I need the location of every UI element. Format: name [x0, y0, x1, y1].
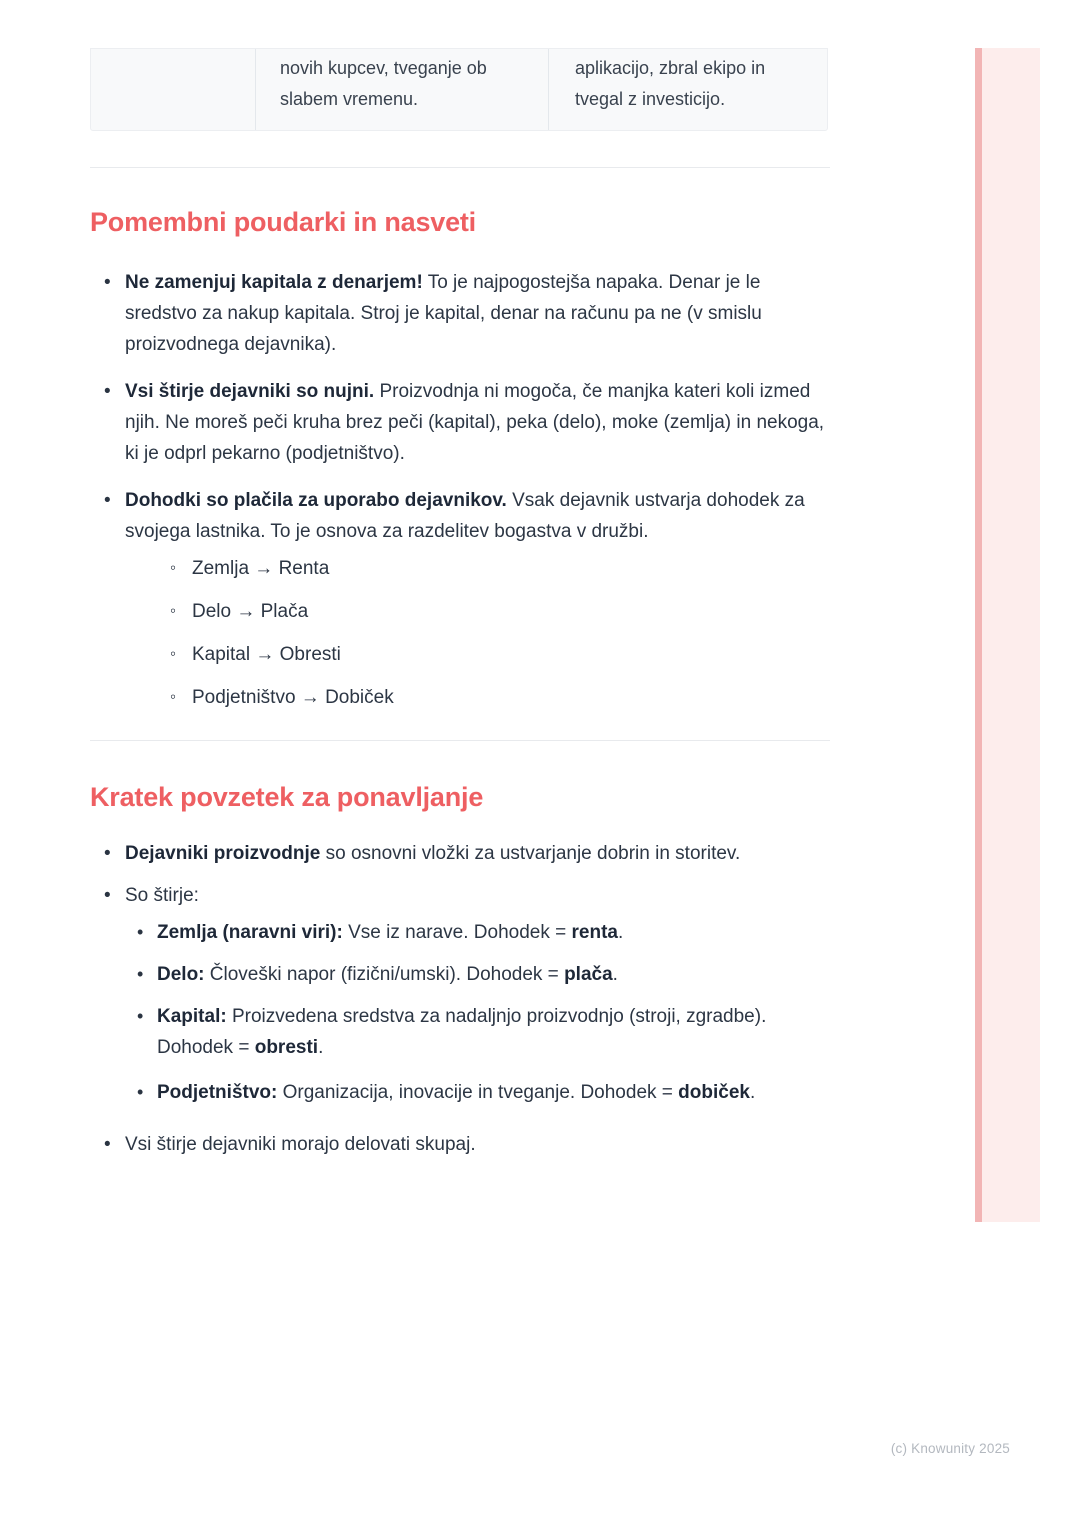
bullet-lead: Dohodki so plačila za uporabo dejavnikov. — [125, 490, 507, 511]
bullet-item — [90, 376, 830, 469]
factor-item — [125, 1077, 830, 1108]
section-heading-highlights: Pomembni poudarki in nasveti — [90, 207, 476, 237]
bullet-text: Vsak dejavnik ustvarja dohodek za svojega lastnika. To je osnova za razdelitev bogastva v družbi. — [125, 490, 805, 542]
bullet-text: So štirje: — [125, 885, 199, 906]
bullet-item — [90, 838, 830, 869]
factor-item — [125, 917, 830, 948]
footer-copyright: (c) Knowunity 2025 — [890, 1441, 1010, 1456]
section-divider — [90, 740, 830, 741]
summary-bullet-list — [90, 838, 830, 1160]
bullet-item — [90, 880, 830, 1108]
mapping-item: ◦ Zemlja → Renta — [125, 553, 830, 584]
factor-tail: . — [617, 922, 624, 943]
side-ribbon-light — [982, 48, 1040, 1222]
page-content — [90, 48, 830, 1160]
section-divider — [90, 167, 830, 168]
factor-list — [125, 917, 830, 1108]
bullet-lead: Dejavniki proizvodnje — [125, 843, 321, 864]
factor-income: dobiček — [678, 1082, 750, 1103]
factor-desc: Vse iz narave. Dohodek = — [342, 922, 572, 943]
section-heading-summary: Kratek povzetek za ponavljanje — [90, 782, 484, 812]
mapping-item: ◦ Delo → Plača — [125, 596, 830, 627]
factor-tail: . — [318, 1037, 324, 1058]
table-cell: novih kupcev, tveganje ob slabem vremenu. — [256, 49, 549, 130]
bullet-item — [90, 267, 830, 360]
factor-income: plača — [564, 964, 613, 985]
bullet-item — [90, 485, 830, 713]
factor-item — [125, 1001, 830, 1063]
factor-desc: Organizacija, inovacije in tveganje. Dohodek = — [277, 1082, 679, 1103]
bullet-item — [90, 1129, 830, 1160]
mapping-item: ◦ Podjetništvo → Dobiček — [125, 682, 830, 713]
factor-desc: Proizvedena sredstva za nadaljnjo proizvodnjo (stroji, zgradbe). Dohodek = — [157, 1006, 767, 1058]
factor-lead: Delo: — [157, 964, 205, 985]
factor-income: obresti — [254, 1037, 319, 1058]
table-cell-empty — [91, 49, 256, 130]
factor-tail: . — [749, 1082, 756, 1103]
factor-income: renta — [571, 922, 618, 943]
bullet-lead: Ne zamenjuj kapitala z denarjem! — [125, 272, 423, 293]
side-ribbon-stripe — [975, 48, 982, 1222]
mapping-item: ◦ Kapital → Obresti — [125, 639, 830, 670]
bullet-text: so osnovni vložki za ustvarjanje dobrin in storitev. — [320, 843, 741, 864]
income-mapping-list — [125, 553, 830, 713]
bullet-text: To je najpogostejša napaka. Denar je le sredstvo za nakup kapitala. Stroj je kapital, denar na računu pa ne (v smislu proizvodnega dejavnika). — [125, 272, 762, 355]
factor-tail: . — [612, 964, 618, 985]
factor-item — [125, 959, 830, 990]
factor-lead: Zemlja (naravni viri): — [157, 922, 343, 943]
bullet-text: Vsi štirje dejavniki morajo delovati skupaj. — [125, 1134, 476, 1155]
highlights-bullet-list — [90, 267, 830, 713]
factor-lead: Podjetništvo: — [157, 1082, 278, 1103]
bullet-text: Proizvodnja ni mogoča, če manjka kateri koli izmed njih. Ne moreš peči kruha brez peči (kapital), peka (delo), moke (zemlja) in nekoga, ki je odprl pekarno (podjetništvo). — [125, 381, 825, 464]
factor-desc: Človeški napor (fizični/umski). Dohodek = — [204, 964, 565, 985]
table-cell: aplikacijo, zbral ekipo in tvegal z investicijo. — [575, 58, 766, 109]
factor-lead: Kapital: — [157, 1006, 227, 1027]
table-fragment — [90, 48, 828, 131]
bullet-lead: Vsi štirje dejavniki so nujni. — [125, 381, 375, 402]
